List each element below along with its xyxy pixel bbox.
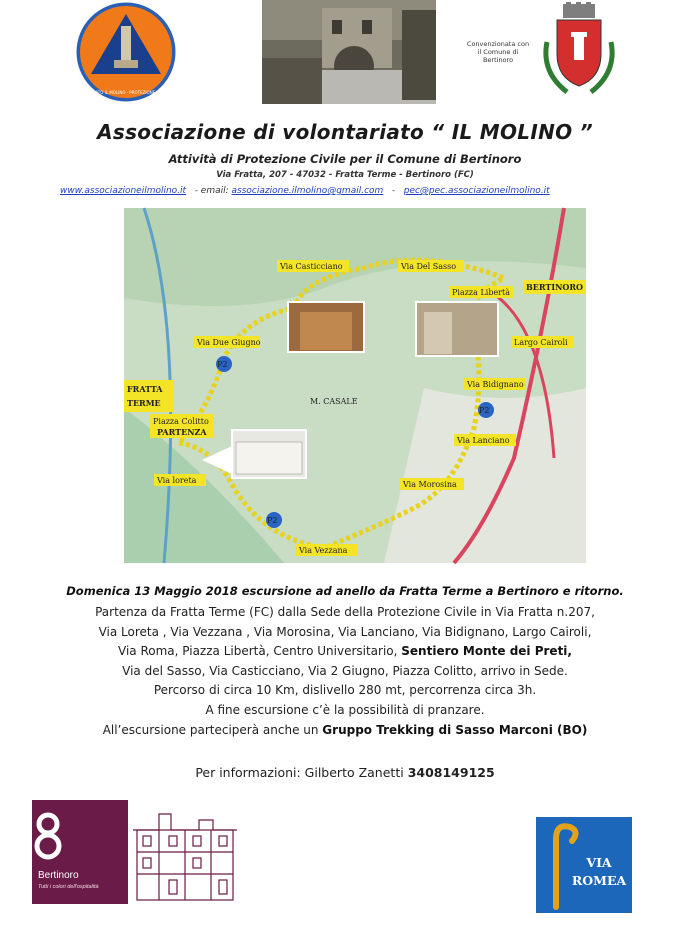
pec-link[interactable]: pec@pec.associazioneilmolino.it bbox=[403, 186, 550, 196]
map-label-largo-cairoli: Largo Cairoli bbox=[514, 338, 568, 347]
mill-photo bbox=[262, 0, 436, 104]
map-label-partenza: PARTENZA bbox=[157, 427, 207, 437]
subtitle: Attività di Protezione Civile per il Comune di Bertinoro bbox=[168, 152, 522, 166]
event-title: Domenica 13 Maggio 2018 escursione ad anello da Fratta Terme a Bertinoro e ritorno. bbox=[66, 584, 624, 598]
description-line: Partenza da Fratta Terme (FC) dalla Sede della Protezione Civile in Via Fratta n.207, bbox=[95, 605, 595, 619]
event-description bbox=[0, 603, 690, 740]
map-label-via-bidignano: Via Bidignano bbox=[467, 380, 524, 389]
coat-of-arms-icon bbox=[537, 2, 621, 98]
description-line: Via del Sasso, Via Casticciano, Via 2 Giugno, Piazza Colitto, arrivo in Sede. bbox=[122, 663, 568, 678]
map-label-piazza-colitto: Piazza Colitto bbox=[153, 417, 209, 426]
info-phone: 3408149125 bbox=[407, 765, 495, 780]
parking-icon: P2 bbox=[479, 406, 490, 415]
via-romea-line1: VIA bbox=[586, 855, 612, 870]
convention-text: Convenzionata con il Comune di Bertinoro bbox=[466, 40, 530, 64]
info-label: Per informazioni: Gilberto Zanetti bbox=[195, 765, 408, 780]
map-label-via-casticciano: Via Casticciano bbox=[280, 262, 343, 271]
map-label-via-lanciano: Via Lanciano bbox=[457, 436, 510, 445]
description-highlight: Gruppo Trekking di Sasso Marconi (BO) bbox=[322, 722, 588, 737]
bertinoro-name: Bertinoro bbox=[38, 870, 79, 881]
description-highlight: Sentiero Monte dei Preti, bbox=[401, 644, 572, 659]
parking-icon: P2 bbox=[267, 516, 278, 525]
info-line bbox=[0, 765, 690, 780]
map-label-via-morosina: Via Morosina bbox=[403, 480, 457, 489]
email-label: - email: bbox=[194, 186, 229, 196]
map-label-m-casale: M. CASALE bbox=[310, 397, 358, 406]
address: Via Fratta, 207 - 47032 - Fratta Terme - Bertinoro (FC) bbox=[216, 170, 474, 180]
bertinoro-logo bbox=[32, 800, 128, 904]
description-text: Via Roma, Piazza Libertà, Centro Universitario, bbox=[118, 644, 402, 659]
description-line: Percorso di circa 10 Km, dislivello 280 mt, percorrenza circa 3h. bbox=[153, 683, 537, 698]
description-line bbox=[0, 642, 690, 662]
via-romea-logo bbox=[536, 817, 632, 913]
map-label-piazza-liberta: Piazza Libertà bbox=[452, 288, 510, 297]
map-label-terme: TERME bbox=[127, 398, 161, 408]
bertinoro-tagline: Tutti i colori dell'ospitalità bbox=[38, 884, 99, 890]
map-label-via-due-giugno: Via Due Giugno bbox=[197, 338, 261, 347]
contacts-line bbox=[60, 186, 660, 196]
via-romea-line2: ROMEA bbox=[571, 873, 627, 888]
email-link[interactable]: associazione.ilmolino@gmail.com bbox=[231, 186, 384, 196]
civil-protection-logo-text: Ass. di VOLONTARIATO IL MOLINO · PROTEZIONE CIVILE BERTINORO bbox=[58, 90, 194, 95]
map-label-fratta: FRATTA bbox=[127, 384, 163, 394]
map-label-via-del-sasso: Via Del Sasso bbox=[401, 262, 457, 271]
description-line: Via Loreta , Via Vezzana , Via Morosina, Via Lanciano, Via Bidignano, Largo Cairoli, bbox=[98, 624, 592, 639]
map-label-via-loreta: Via loreta bbox=[157, 476, 197, 485]
route-map bbox=[124, 208, 586, 563]
description-line: A fine escursione c’è la possibilità di pranzare. bbox=[205, 702, 485, 717]
website-link[interactable]: www.associazioneilmolino.it bbox=[60, 186, 187, 196]
civil-protection-logo bbox=[58, 0, 194, 104]
separator: - bbox=[391, 186, 396, 196]
page-title: Associazione di volontariato “ IL MOLINO ” bbox=[97, 120, 593, 144]
map-label-bertinoro: BERTINORO bbox=[526, 282, 583, 292]
bertinoro-town-illustration bbox=[129, 800, 241, 904]
description-text: All’escursione parteciperà anche un bbox=[102, 722, 323, 737]
map-label-via-vezzana: Via Vezzana bbox=[299, 546, 348, 555]
description-line bbox=[0, 721, 690, 741]
parking-icon: P2 bbox=[217, 360, 228, 369]
